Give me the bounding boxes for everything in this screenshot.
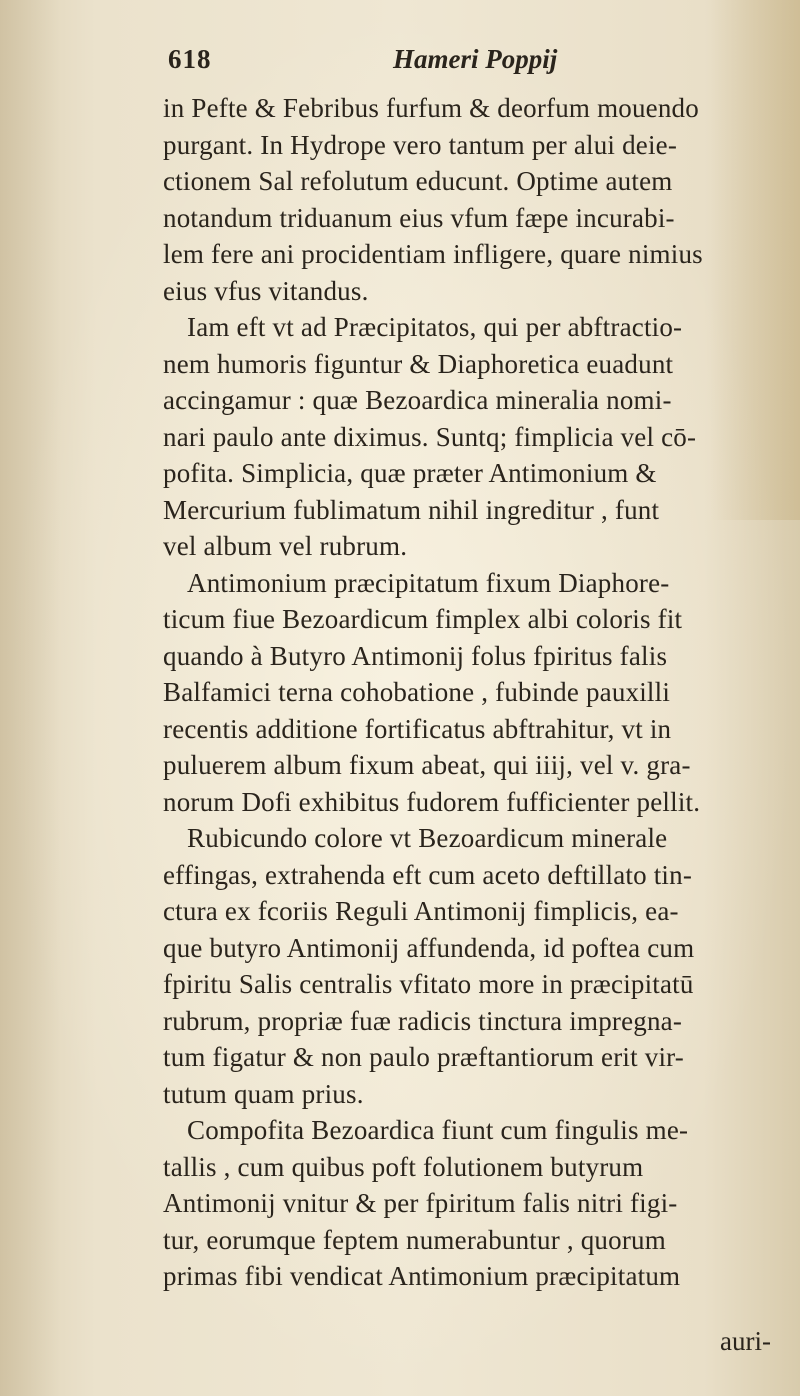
text-line: pofita. Simplicia, quæ præter Antimonium & — [163, 458, 657, 488]
text-line: nari paulo ante diximus. Suntq; fimplicia vel cō- — [163, 421, 697, 452]
text-line: vel album vel rubrum. — [163, 531, 408, 561]
page-header — [168, 44, 628, 84]
text-line: tum figatur & non paulo præftantiorum erit vir- — [163, 1042, 685, 1072]
text-line: ticum fiue Bezoardicum fimplex albi coloris fit — [163, 604, 683, 634]
text-line: primas fibi vendicat Antimonium præcipitatum — [163, 1261, 681, 1291]
text-line: purgant. In Hydrope vero tantum per alui deie- — [163, 129, 678, 160]
text-line: Antimonium præcipitatum fixum Diaphore- — [187, 567, 670, 598]
text-line: lem fere ani procidentiam infligere, quare nimius — [163, 239, 703, 269]
text-line: fpiritu Salis centralis vfitato more in præcipitatū — [163, 969, 694, 999]
text-line: tutum quam prius. — [163, 1078, 364, 1109]
page-number: 618 — [168, 44, 212, 74]
text-line: puluerem album fixum abeat, qui iiij, vel v. gra- — [163, 750, 691, 780]
body-text — [163, 90, 793, 1295]
text-line: Balfamici terna cohobatione , fubinde pauxilli — [163, 677, 671, 707]
page-shadow-left — [0, 0, 60, 1396]
text-line: Iam eft vt ad Præcipitatos, qui per abftractio- — [187, 312, 683, 342]
text-line: nem humoris figuntur & Diaphoretica euadunt — [163, 348, 674, 379]
text-line: Mercurium fublimatum nihil ingreditur , funt — [163, 494, 660, 525]
text-line: rubrum, propriæ fuæ radicis tinctura impregna- — [163, 1005, 683, 1036]
text-line: norum Dofi exhibitus fudorem fufficienter pellit. — [163, 786, 701, 817]
text-line: notandum triduanum eius vfum fæpe incurabi- — [163, 202, 675, 233]
text-line: ctura ex fcoriis Reguli Antimonij fimplicis, ea- — [163, 896, 679, 926]
running-head: Hameri Poppij — [393, 44, 558, 74]
text-line: eius vfus vitandus. — [163, 275, 369, 306]
text-line: accingamur : quæ Bezoardica mineralia nomi- — [163, 385, 672, 415]
text-line: Rubicundo colore vt Bezoardicum minerale — [187, 823, 668, 853]
text-line: effingas, extrahenda eft cum aceto deftillato tin- — [163, 859, 693, 890]
text-line: tur, eorumque feptem numerabuntur , quorum — [163, 1224, 666, 1255]
text-line: tallis , cum quibus poft folutionem butyrum — [163, 1151, 644, 1182]
text-line: que butyro Antimonij affundenda, id poftea cum — [163, 932, 695, 963]
catchword: auri- — [720, 1326, 771, 1356]
text-line: Compofita Bezoardica fiunt cum fingulis me- — [187, 1115, 689, 1145]
text-line: in Pefte & Febribus furfum & deorfum mouendo — [163, 93, 699, 123]
text-line: Antimonij vnitur & per fpiritum falis nitri figi- — [163, 1188, 678, 1218]
text-line: ctionem Sal refolutum educunt. Optime autem — [163, 166, 673, 196]
text-line: quando à Butyro Antimonij folus fpiritus falis — [163, 640, 668, 671]
text-line: recentis additione fortificatus abftrahitur, vt in — [163, 713, 672, 744]
